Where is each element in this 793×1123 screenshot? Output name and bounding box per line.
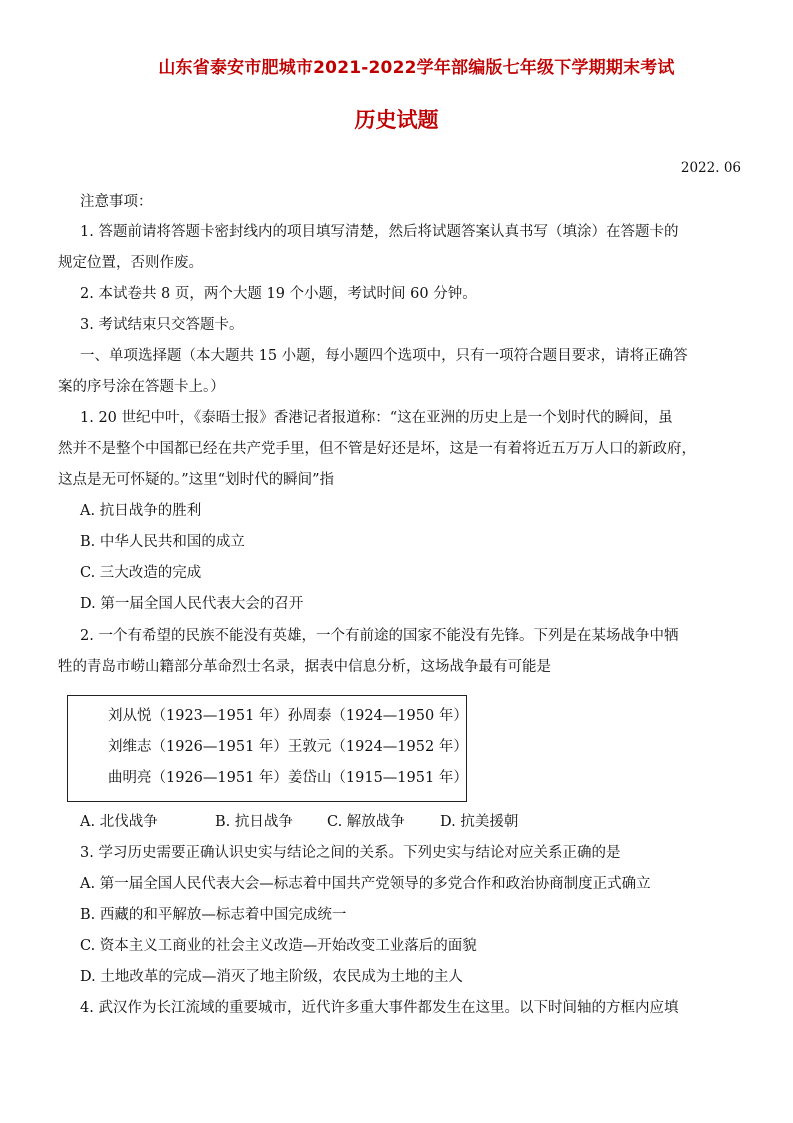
- martyr-row-2: 刘维志（1926—1951 年）王敦元（1924—1952 年）: [108, 739, 468, 755]
- q1-option-a: A. 抗日战争的胜利: [80, 503, 202, 519]
- martyr-list-box: [67, 695, 467, 802]
- q1-stem-c: 这点是无可怀疑的。”这里“划时代的瞬间”指: [58, 472, 334, 488]
- q2-option-b: B. 抗日战争: [215, 814, 293, 830]
- q3-option-d: D. 土地改革的完成—消灭了地主阶级，农民成为土地的主人: [80, 969, 463, 985]
- martyr-row-1: 刘从悦（1923—1951 年）孙周泰（1924—1950 年）: [108, 708, 468, 724]
- notice-heading: 注意事项：: [80, 194, 153, 210]
- notice-item-3: 3. 考试结束只交答题卡。: [80, 317, 244, 333]
- q2-stem-b: 牲的青岛市崂山籍部分革命烈士名录，据表中信息分析，这场战争最有可能是: [58, 659, 551, 675]
- section1-heading-a: 一、单项选择题（本大题共 15 小题，每小题四个选项中，只有一项符合题目要求，请将正确答: [80, 348, 688, 364]
- q2-option-a: A. 北伐战争: [80, 814, 158, 830]
- q1-stem-a: 1. 20 世纪中叶，《泰晤士报》香港记者报道称：“这在亚洲的历史上是一个划时代的瞬间，虽: [80, 410, 673, 426]
- q2-option-d: D. 抗美援朝: [440, 814, 519, 830]
- notice-item-1a: 1. 答题前请将答题卡密封线内的项目填写清楚，然后将试题答案认真书写（填涂）在答题卡的: [80, 224, 679, 240]
- q3-option-c: C. 资本主义工商业的社会主义改造—开始改变工业落后的面貌: [80, 938, 477, 954]
- notice-item-1b: 规定位置，否则作废。: [58, 255, 203, 271]
- q1-option-c: C. 三大改造的完成: [80, 565, 202, 581]
- section1-heading-b: 案的序号涂在答题卡上。）: [58, 379, 225, 395]
- q1-option-b: B. 中华人民共和国的成立: [80, 534, 245, 550]
- exam-date: 2022. 06: [680, 160, 741, 176]
- notice-item-2: 2. 本试卷共 8 页，两个大题 19 个小题，考试时间 60 分钟。: [80, 286, 477, 302]
- q1-option-d: D. 第一届全国人民代表大会的召开: [80, 596, 304, 612]
- exam-subtitle: 历史试题: [354, 108, 439, 132]
- q3-option-b: B. 西藏的和平解放—标志着中国完成统一: [80, 907, 347, 923]
- q2-option-c: C. 解放战争: [327, 814, 405, 830]
- q4-stem: 4. 武汉作为长江流域的重要城市，近代许多重大事件都发生在这里。以下时间轴的方框内应填: [80, 1000, 679, 1016]
- q1-stem-b: 然并不是整个中国都已经在共产党手里，但不管是好还是坏，这是一有着将近五万万人口的新政府，: [58, 441, 696, 457]
- q2-stem-a: 2. 一个有希望的民族不能没有英雄，一个有前途的国家不能没有先锋。下列是在某场战争中牺: [80, 628, 679, 644]
- q3-option-a: A. 第一届全国人民代表大会—标志着中国共产党领导的多党合作和政治协商制度正式确立: [80, 876, 651, 892]
- q3-stem: 3. 学习历史需要正确认识史实与结论之间的关系。下列史实与结论对应关系正确的是: [80, 845, 621, 861]
- martyr-row-3: 曲明亮（1926—1951 年）姜岱山（1915—1951 年）: [108, 770, 468, 786]
- exam-title: 山东省泰安市肥城市2021-2022学年部编版七年级下学期期末考试: [158, 58, 675, 78]
